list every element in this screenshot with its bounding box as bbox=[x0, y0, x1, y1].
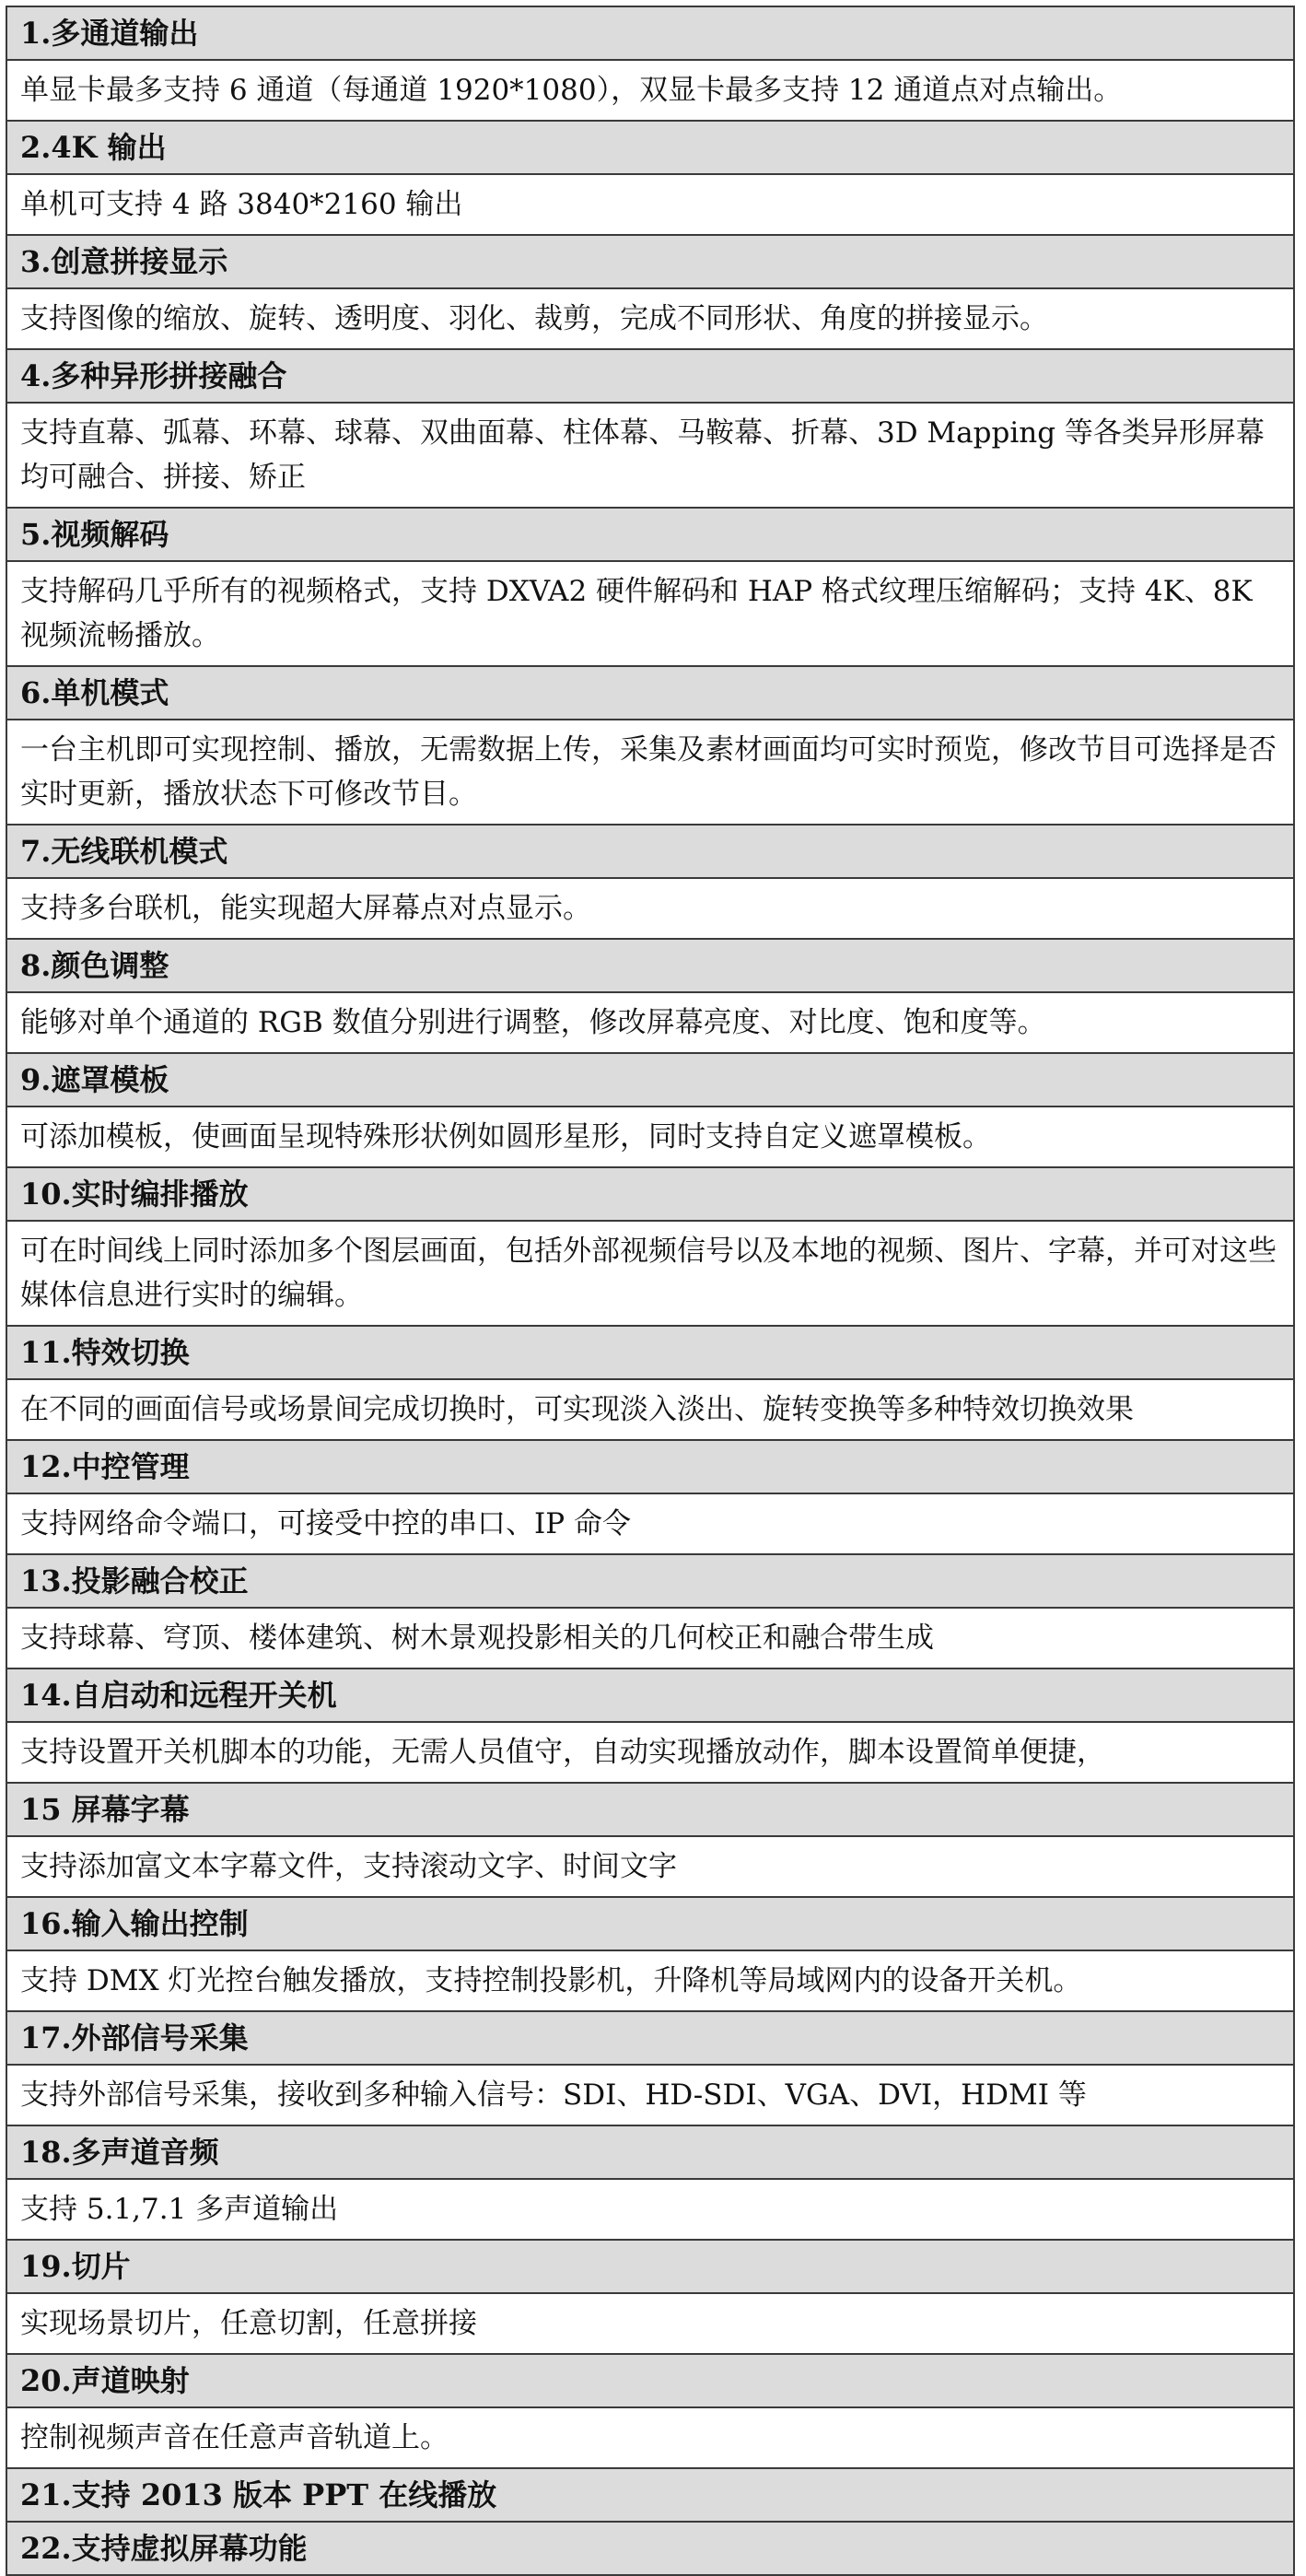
feature-title: 11.特效切换 bbox=[6, 1326, 1294, 1379]
feature-heading-row bbox=[6, 2468, 1294, 2522]
feature-title: 2.4K 输出 bbox=[6, 121, 1294, 174]
feature-description: 单显卡最多支持 6 通道（每通道 1920*1080），双显卡最多支持 12 通道点对点输出。 bbox=[6, 60, 1294, 121]
feature-description: 支持设置开关机脚本的功能，无需人员值守，自动实现播放动作，脚本设置简单便捷， bbox=[6, 1722, 1294, 1783]
feature-description-row bbox=[6, 2179, 1294, 2240]
feature-description: 可在时间线上同时添加多个图层画面，包括外部视频信号以及本地的视频、图片、字幕，并可对这些媒体信息进行实时的编辑。 bbox=[6, 1221, 1294, 1326]
feature-title: 16.输入输出控制 bbox=[6, 1897, 1294, 1950]
feature-description: 实现场景切片，任意切割，任意拼接 bbox=[6, 2293, 1294, 2354]
feature-heading-row bbox=[6, 1053, 1294, 1107]
feature-title: 6.单机模式 bbox=[6, 666, 1294, 720]
feature-title: 19.切片 bbox=[6, 2240, 1294, 2293]
feature-heading-row bbox=[6, 1783, 1294, 1836]
feature-description: 支持球幕、穹顶、楼体建筑、树木景观投影相关的几何校正和融合带生成 bbox=[6, 1608, 1294, 1669]
feature-description: 支持外部信号采集，接收到多种输入信号：SDI、HD-SDI、VGA、DVI，HDMI 等 bbox=[6, 2065, 1294, 2125]
feature-title: 9.遮罩模板 bbox=[6, 1053, 1294, 1107]
feature-heading-row bbox=[6, 2354, 1294, 2407]
feature-heading-row bbox=[6, 2011, 1294, 2065]
feature-title: 1.多通道输出 bbox=[6, 6, 1294, 60]
feature-description: 支持网络命令端口，可接受中控的串口、IP 命令 bbox=[6, 1493, 1294, 1554]
feature-heading-row bbox=[6, 2125, 1294, 2179]
feature-title: 12.中控管理 bbox=[6, 1440, 1294, 1493]
feature-description-row bbox=[6, 1950, 1294, 2011]
feature-title: 18.多声道音频 bbox=[6, 2125, 1294, 2179]
feature-description: 支持解码几乎所有的视频格式，支持 DXVA2 硬件解码和 HAP 格式纹理压缩解码；支持 4K、8K 视频流畅播放。 bbox=[6, 561, 1294, 666]
feature-description-row bbox=[6, 878, 1294, 939]
feature-title: 21.支持 2013 版本 PPT 在线播放 bbox=[6, 2468, 1294, 2522]
feature-description-row bbox=[6, 60, 1294, 121]
feature-heading-row bbox=[6, 1897, 1294, 1950]
feature-title: 20.声道映射 bbox=[6, 2354, 1294, 2407]
feature-heading-row bbox=[6, 1326, 1294, 1379]
feature-description-row bbox=[6, 1221, 1294, 1326]
feature-table bbox=[6, 6, 1295, 2576]
feature-description-row bbox=[6, 2293, 1294, 2354]
feature-title: 5.视频解码 bbox=[6, 508, 1294, 561]
feature-heading-row bbox=[6, 2240, 1294, 2293]
feature-description-row bbox=[6, 1608, 1294, 1669]
feature-description: 单机可支持 4 路 3840*2160 输出 bbox=[6, 174, 1294, 235]
feature-description: 支持添加富文本字幕文件，支持滚动文字、时间文字 bbox=[6, 1836, 1294, 1897]
feature-heading-row bbox=[6, 349, 1294, 403]
feature-heading-row bbox=[6, 666, 1294, 720]
feature-description: 可添加模板，使画面呈现特殊形状例如圆形星形，同时支持自定义遮罩模板。 bbox=[6, 1107, 1294, 1167]
feature-heading-row bbox=[6, 825, 1294, 878]
feature-heading-row bbox=[6, 121, 1294, 174]
feature-description: 能够对单个通道的 RGB 数值分别进行调整，修改屏幕亮度、对比度、饱和度等。 bbox=[6, 992, 1294, 1053]
feature-heading-row bbox=[6, 2522, 1294, 2575]
feature-title: 13.投影融合校正 bbox=[6, 1554, 1294, 1608]
feature-description-row bbox=[6, 174, 1294, 235]
feature-description-row bbox=[6, 2065, 1294, 2125]
feature-heading-row bbox=[6, 939, 1294, 992]
feature-description: 支持图像的缩放、旋转、透明度、羽化、裁剪，完成不同形状、角度的拼接显示。 bbox=[6, 288, 1294, 349]
feature-description-row bbox=[6, 1493, 1294, 1554]
feature-description-row bbox=[6, 288, 1294, 349]
feature-heading-row bbox=[6, 508, 1294, 561]
feature-description-row bbox=[6, 561, 1294, 666]
feature-title: 7.无线联机模式 bbox=[6, 825, 1294, 878]
feature-description-row bbox=[6, 992, 1294, 1053]
feature-description: 支持 DMX 灯光控台触发播放，支持控制投影机，升降机等局域网内的设备开关机。 bbox=[6, 1950, 1294, 2011]
feature-title: 22.支持虚拟屏幕功能 bbox=[6, 2522, 1294, 2575]
feature-title: 3.创意拼接显示 bbox=[6, 235, 1294, 288]
feature-description: 支持直幕、弧幕、环幕、球幕、双曲面幕、柱体幕、马鞍幕、折幕、3D Mapping 等各类异形屏幕均可融合、拼接、矫正 bbox=[6, 403, 1294, 508]
feature-heading-row bbox=[6, 1440, 1294, 1493]
feature-description-row bbox=[6, 1379, 1294, 1440]
feature-title: 10.实时编排播放 bbox=[6, 1167, 1294, 1221]
feature-heading-row bbox=[6, 235, 1294, 288]
feature-heading-row bbox=[6, 1167, 1294, 1221]
feature-title: 17.外部信号采集 bbox=[6, 2011, 1294, 2065]
feature-title: 14.自启动和远程开关机 bbox=[6, 1669, 1294, 1722]
feature-description-row bbox=[6, 720, 1294, 825]
feature-title: 15 屏幕字幕 bbox=[6, 1783, 1294, 1836]
feature-heading-row bbox=[6, 6, 1294, 60]
feature-title: 8.颜色调整 bbox=[6, 939, 1294, 992]
feature-description-row bbox=[6, 1107, 1294, 1167]
feature-description: 控制视频声音在任意声音轨道上。 bbox=[6, 2407, 1294, 2468]
feature-description-row bbox=[6, 2407, 1294, 2468]
feature-heading-row bbox=[6, 1554, 1294, 1608]
feature-description-row bbox=[6, 403, 1294, 508]
feature-description: 支持多台联机，能实现超大屏幕点对点显示。 bbox=[6, 878, 1294, 939]
feature-title: 4.多种异形拼接融合 bbox=[6, 349, 1294, 403]
feature-description: 支持 5.1,7.1 多声道输出 bbox=[6, 2179, 1294, 2240]
feature-description: 在不同的画面信号或场景间完成切换时，可实现淡入淡出、旋转变换等多种特效切换效果 bbox=[6, 1379, 1294, 1440]
feature-description-row bbox=[6, 1836, 1294, 1897]
feature-heading-row bbox=[6, 1669, 1294, 1722]
feature-description-row bbox=[6, 1722, 1294, 1783]
feature-description: 一台主机即可实现控制、播放，无需数据上传，采集及素材画面均可实时预览，修改节目可选择是否实时更新，播放状态下可修改节目。 bbox=[6, 720, 1294, 825]
